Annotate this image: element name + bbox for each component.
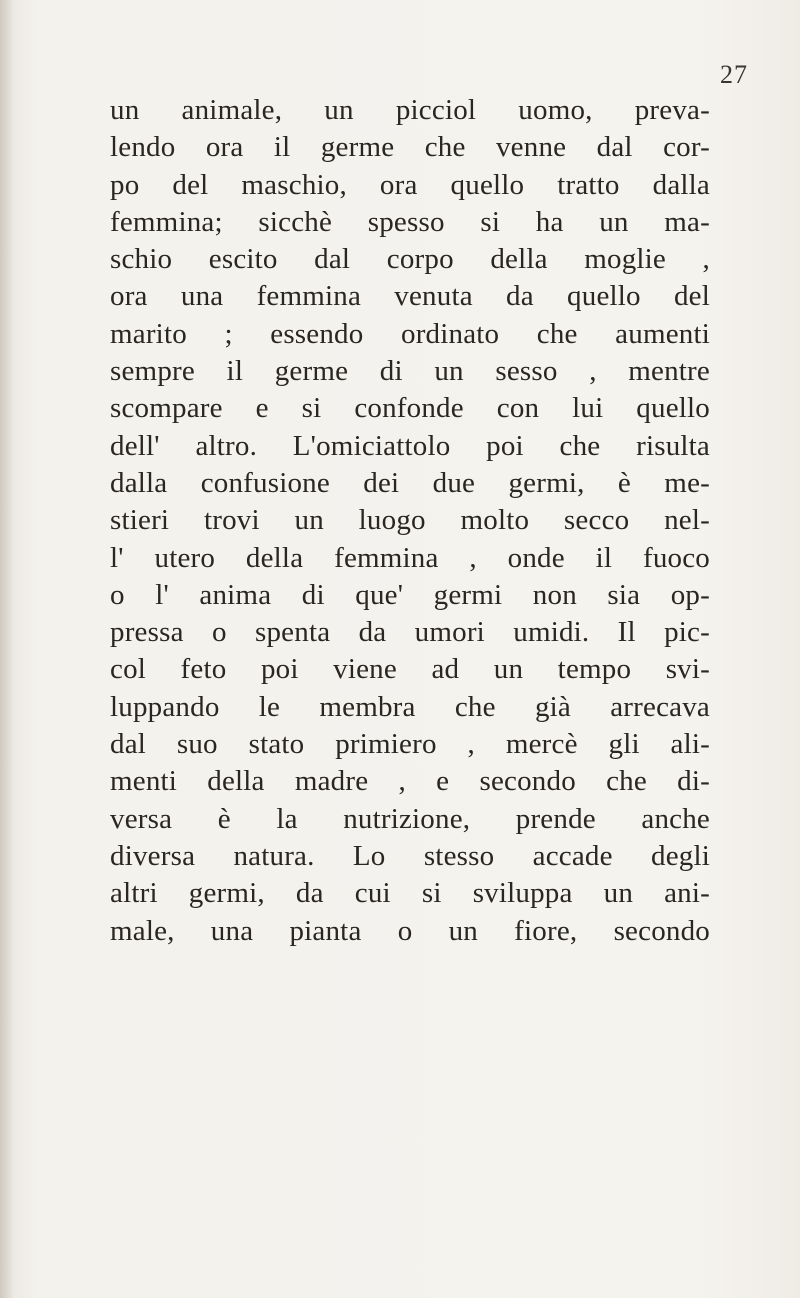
page-number: 27 — [720, 60, 748, 89]
text-line: diversa natura. Lo stesso accade degli — [110, 839, 710, 872]
text-line: dell' altro. L'omiciattolo poi che risulta — [110, 429, 710, 462]
text-line: pressa o spenta da umori umidi. Il pic- — [110, 616, 710, 649]
text-line: versa è la nutrizione, prende anche — [110, 802, 710, 835]
text-line: schio escito dal corpo della moglie , — [110, 243, 710, 276]
text-line: marito ; essendo ordinato che aumenti — [110, 317, 710, 350]
text-line: luppando le membra che già arrecava — [110, 690, 710, 723]
text-line: dal suo stato primiero , mercè gli ali- — [110, 728, 710, 761]
text-line: stieri trovi un luogo molto secco nel- — [110, 504, 710, 537]
text-line: o l' anima di que' germi non sia op- — [110, 578, 710, 611]
text-line: altri germi, da cui si sviluppa un ani- — [110, 877, 710, 910]
body-text — [110, 92, 710, 950]
text-line: un animale, un picciol uomo, preva- — [110, 94, 710, 126]
text-line: l' utero della femmina , onde il fuoco — [110, 541, 710, 574]
page-spine-shadow — [0, 0, 14, 1298]
text-line: femmina; sicchè spesso si ha un ma- — [110, 205, 710, 238]
text-line: scompare e si confonde con lui quello — [110, 392, 710, 425]
text-line: menti della madre , e secondo che di- — [110, 765, 710, 798]
text-line: po del maschio, ora quello tratto dalla — [110, 168, 710, 201]
text-line: ora una femmina venuta da quello del — [110, 280, 710, 313]
text-line: lendo ora il germe che venne dal cor- — [110, 131, 710, 164]
text-line: col feto poi viene ad un tempo svi- — [110, 653, 710, 686]
text-line: sempre il germe di un sesso , mentre — [110, 355, 710, 388]
text-line: male, una pianta o un fiore, secondo — [110, 914, 710, 947]
text-line: dalla confusione dei due germi, è me- — [110, 466, 710, 499]
